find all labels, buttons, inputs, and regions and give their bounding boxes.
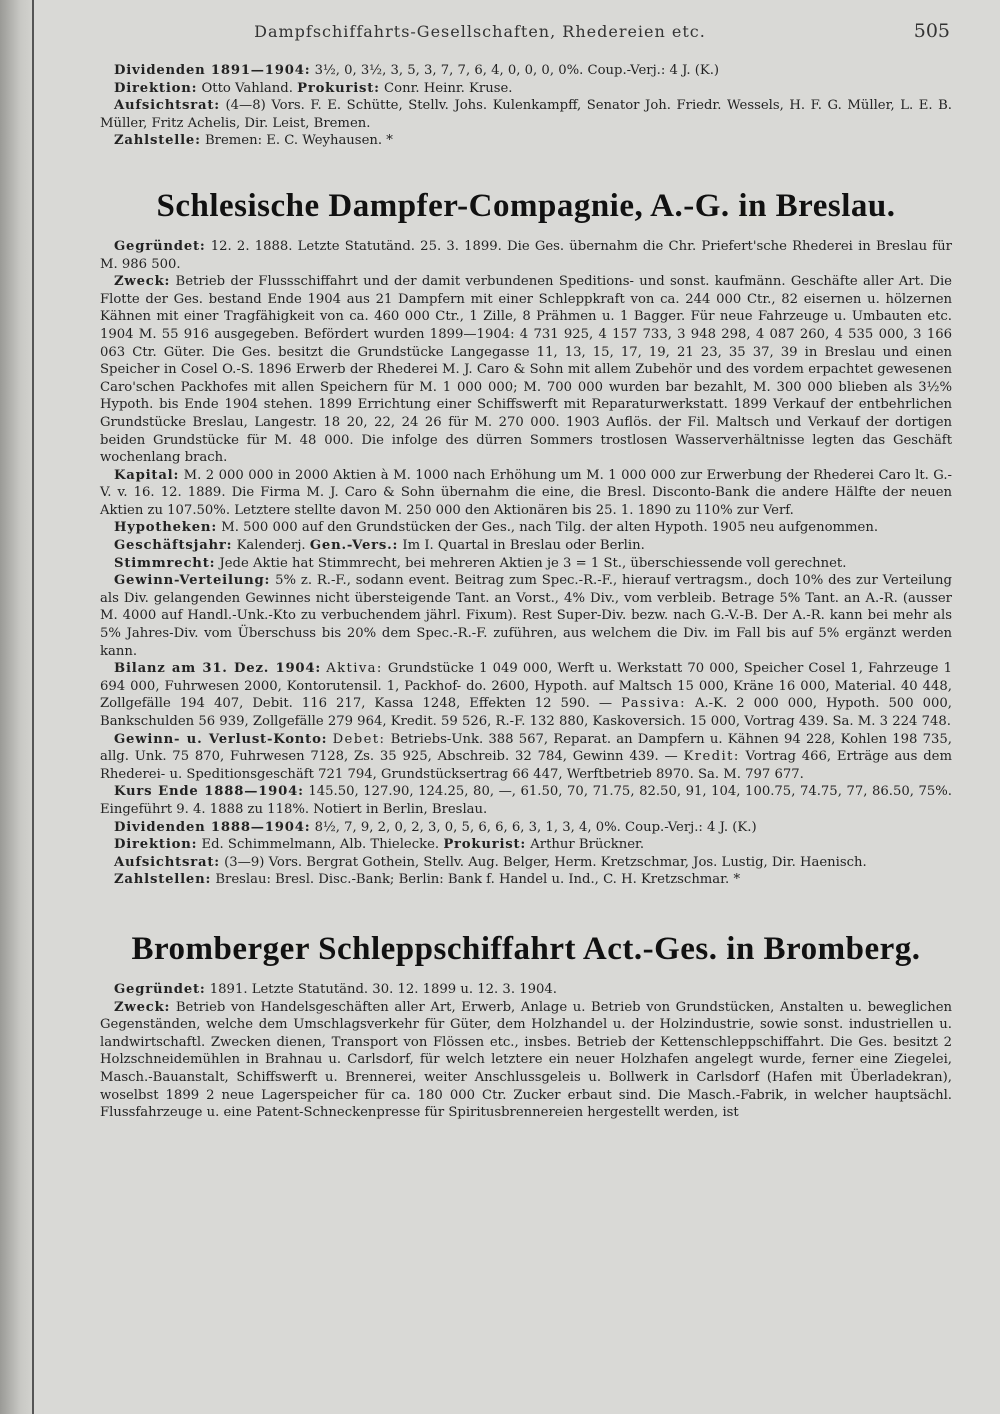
company-title-schlesische: Schlesische Dampfer-Compagnie, A.-G. in Breslau. (156, 187, 896, 224)
schlesische-direktion-prokurist: Direktion: Ed. Schimmelmann, Alb. Thielecke. Prokurist: Arthur Brückner. (114, 837, 645, 853)
schlesische-kurs: Kurs Ende 1888—1904: 145.50, 127.90, 124.25, 80, —, 61.50, 70, 71.75, 82.50, 91, 104, 100.75, 74.75, 77, 86.50, 75%. Eingeführt 9. 4. 1888 zu 118%. Notiert in Berlin, Breslau. (100, 784, 952, 817)
gutter-edge-line (32, 0, 34, 1414)
schlesische-geschaeftsjahr: Geschäftsjahr: Kalenderj. Gen.-Vers.: Im I. Quartal in Breslau oder Berlin. (114, 538, 645, 554)
schlesische-dividenden: Dividenden 1888—1904: 8½, 7, 9, 2, 0, 2, 3, 0, 5, 6, 6, 6, 3, 1, 3, 4, 0%. Coup.-Verj.: 4 J. (K.) (114, 819, 757, 835)
page-number: 505 (913, 20, 950, 42)
prev-dividenden: Dividenden 1891—1904: 3½, 0, 3½, 3, 5, 3, 7, 7, 6, 4, 0, 0, 0, 0%. Coup.-Verj.: 4 J. (K.) (114, 63, 720, 78)
page-body (100, 62, 952, 1122)
bromberger-gegruendet: Gegründet: 1891. Letzte Statutänd. 30. 12. 1899 u. 12. 3. 1904. (114, 981, 557, 997)
bromberger-zweck: Zweck: Betrieb von Handelsgeschäften aller Art, Erwerb, Anlage u. Betrieb von Grundstücken, Anstalten u. beweglichen Gegenständen, welche dem Umschlagsverkehr für Güter, dem Holzhandel u. der Holzindustrie, sowie sonst. industriellen u. landwirtschaftl. Zwecken dienen, Transport von Flössen etc., insbes. Betrieb der Kettenschleppschiffahrt. Die Ges. besitzt 2 Holzschneidemühlen in Brahnau u. Carlsdorf, für welch letztere ein neuer Holzhafen angelegt wurde, ferner eine Ziegelei, Masch.-Bauanstalt, Schiffswerft u. Brennerei, weiter Anschlussgeleis u. Bollwerk in Carlsdorf (Hafen mit Überladekran), woselbst 1899 2 neue Lagerspeicher für ca. 180 000 Ctr. Zucker erbaut sind. Die Masch.-Fabrik, in welcher hauptsächl. Flussfahrzeuge u. eine Patent-Schneckenpresse für Spiritusbrennereien hergestellt werden, ist (100, 999, 952, 1121)
schlesische-gegruendet: Gegründet: 12. 2. 1888. Letzte Statutänd. 25. 3. 1899. Die Ges. übernahm die Chr. Priefert'sche Rhederei in Breslau für M. 986 500. (100, 238, 952, 272)
book-page (40, 14, 990, 1409)
schlesische-kapital: Kapital: M. 2 000 000 in 2000 Aktien à M. 1000 nach Erhöhung um M. 1 000 000 zur Erwerbung der Rhederei Caro lt. G.-V. v. 16. 12. 1889. Die Firma M. J. Caro & Sohn übernahm die eine, die Bresl. Disconto-Bank die andere Hälfte der neuen Aktien zu 107.50%. Letztere stellte davon M. 250 000 den Aktionären bis 25. 1. 1890 zu 110% zur Verf. (100, 467, 952, 518)
schlesische-bilanz: Bilanz am 31. Dez. 1904: Aktiva: Grundstücke 1 049 000, Werft u. Werkstatt 70 000, Speicher Cosel 1, Fahrzeuge 1 694 000, Fuhrwesen 2000, Kontorutensil. 1, Packhof- do. 2600, Hypoth. auf Maltsch 15 000, Kräne 16 000, Material. 40 448, Zollgefälle 194 407, Debit. 116 217, Kassa 1248, Effekten 12 590. — Passiva: A.-K. 2 000 000, Hypoth. 500 000, Bankschulden 56 939, Zollgefälle 279 964, Kredit. 59 526, R.-F. 132 880, Kaskoversich. 15 000, Vortrag 439. Sa. M. 3 224 748. (100, 661, 952, 729)
schlesische-aufsichtsrat: Aufsichtsrat: (3—9) Vors. Bergrat Gothein, Stellv. Aug. Belger, Herm. Kretzschmar, Jos. Lustig, Dir. Haenisch. (114, 854, 867, 870)
prev-direktion-prokurist: Direktion: Otto Vahland. Prokurist: Conr. Heinr. Kruse. (114, 80, 513, 96)
schlesische-gewinnverteilung: Gewinn-Verteilung: 5% z. R.-F., sodann event. Beitrag zum Spec.-R.-F., hierauf vertragsm., doch 10% des zur Verteilung als Div. gelangenden Gewinnes nicht übersteigende Tant. an Vorst., 4% Div., vom verbleib. Betrage 5% Tant. an A.-R. (ausser M. 4000 auf Handl.-Unk.-Kto zu verbuchendem jährl. Fixum). Rest Super-Div. bezw. nach G.-V.-B. Der A.-R. kann bei mehr als 5% Jahres-Div. vom Überschuss bis 20% dem Spec.-R.-F. zuführen, aus welchem die Div. im Fall bis auf 5% ergänzt werden kann. (100, 573, 952, 659)
schlesische-zweck: Zweck: Betrieb der Flussschiffahrt und der damit verbundenen Speditions- und sonst. kaufmänn. Geschäfte aller Art. Die Flotte der Ges. bestand Ende 1904 aus 21 Dampfern mit einer Schleppkraft von ca. 244 000 Ctr., 82 eisernen u. hölzernen Kähnen mit einer Tragfähigkeit von ca. 460 000 Ctr., 1 Zille, 8 Prähmen u. 1 Bagger. Für neue Fahrzeuge u. Umbauten etc. 1904 M. 55 916 ausgegeben. Befördert wurden 1899—1904: 4 731 925, 4 157 733, 3 948 298, 4 087 260, 4 535 000, 3 166 063 Ctr. Güter. Die Ges. besitzt die Grundstücke Langegasse 11, 13, 15, 17, 19, 21 23, 35 37, 39 in Breslau und einen Speicher in Cosel O.-S. 1896 Erwerb der Rhederei M. J. Caro & Sohn mit allem Zubehör und des vordem erpachtet gewesenen Caro'schen Packhofes mit allen Speichern für M. 1 000 000; M. 700 000 wurden bar bezahlt, M. 300 000 blieben als 3½% Hypoth. bis Ende 1904 stehen. 1899 Errichtung einer Schiffswerft mit Reparaturwerkstatt. 1899 Verkauf der entbehrlichen Grundstücke Breslau, Langestr. 18 20, 22, 24 26 für M. 270 000. 1903 Auflös. der Fil. Maltsch und Verkauf der dortigen beiden Grundstücke für M. 48 000. Die infolge des dürren Sommers trostlosen Wasserverhältnisse legten das Geschäft wochenlang brach. (100, 274, 952, 466)
schlesische-zahlstellen: Zahlstellen: Breslau: Bresl. Disc.-Bank; Berlin: Bank f. Handel u. Ind., C. H. Kretzschmar. * (114, 872, 741, 888)
schlesische-hypotheken: Hypotheken: M. 500 000 auf den Grundstücken der Ges., nach Tilg. der alten Hypoth. 1905 neu aufgenommen. (114, 520, 879, 536)
schlesische-stimmrecht: Stimmrecht: Jede Aktie hat Stimmrecht, bei mehreren Aktien je 3 = 1 St., überschiessende voll gerechnet. (114, 555, 847, 571)
page-header (40, 14, 990, 50)
company-title-bromberger: Bromberger Schleppschiffahrt Act.-Ges. in Bromberg. (131, 930, 921, 967)
prev-zahlstelle: Zahlstelle: Bremen: E. C. Weyhausen. * (114, 133, 393, 149)
prev-aufsichtsrat: Aufsichtsrat: (4—8) Vors. F. E. Schütte, Stellv. Johs. Kulenkampff, Senator Joh. Friedr. Wessels, H. F. G. Müller, L. E. B. Müller, Fritz Achelis, Dir. Leist, Bremen. (100, 98, 952, 131)
book-gutter-shadow (0, 0, 34, 1414)
schlesische-gewinn-verlust: Gewinn- u. Verlust-Konto: Debet: Betriebs-Unk. 388 567, Reparat. an Dampfern u. Kähnen 94 228, Kohlen 198 735, allg. Unk. 75 870, Fuhrwesen 7128, Zs. 35 925, Abschreib. 32 784, Gewinn 439. — Kredit: Vortrag 466, Erträge aus dem Rhederei- u. Speditionsgeschäft 721 794, Grundstücksertrag 66 447, Werftbetrieb 8970. Sa. M. 797 677. (100, 731, 952, 782)
running-title: Dampfschiffahrts-Gesellschaften, Rhedereien etc. (254, 22, 706, 41)
